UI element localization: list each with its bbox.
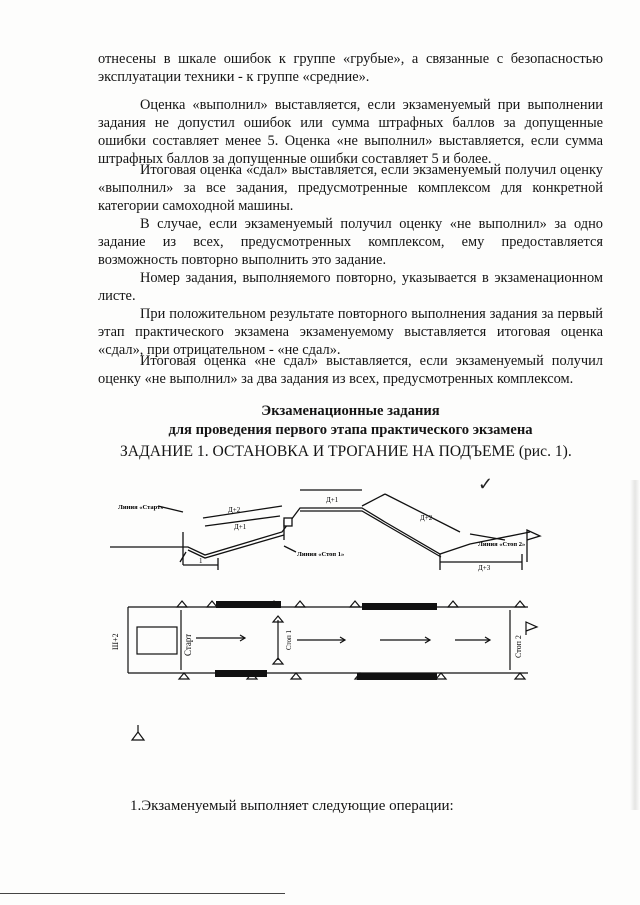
- barrier-top-right: [362, 603, 437, 610]
- paragraph-retry-result: При положительном результате повторного выполнения задания за первый этап практического экзамена экзаменуемому выставляется итоговая оценка «сдал», при отрицательном - «не сдал».: [98, 306, 603, 358]
- label-d-plus-2-left: Д+2: [228, 506, 241, 514]
- label-line-start: Линия «Старт»: [118, 504, 164, 511]
- profile-ground-line: [110, 508, 530, 555]
- label-d-plus-3: Д+3: [478, 564, 491, 572]
- vehicle-rectangle: [137, 627, 177, 654]
- footnote-rule: [0, 893, 285, 894]
- paragraph-grade-done: Оценка «выполнил» выставляется, если экзаменуемый при выполнении задания не допустил ошибок или сумма штрафных баллов за допущенные ошибки составляет менее 5. Оценка «не выполнил» выставляется, если сумма штрафных баллов за допущенные ошибки составляет 5 и более.: [98, 97, 603, 167]
- barrier-bottom-left: [215, 670, 267, 677]
- section-heading-line2: для проведения первого этапа практического экзамена: [168, 422, 533, 438]
- label-d-plus-2-right: Д+2: [420, 514, 433, 522]
- label-d-plus-1-left: Д+1: [234, 523, 247, 531]
- label-one: 1: [199, 557, 203, 565]
- label-d-plus-1-top: Д+1: [326, 496, 339, 504]
- scan-edge-shadow: [630, 480, 640, 810]
- section-heading-line1: Экзаменационные задания: [261, 403, 440, 419]
- paragraph-retry: В случае, если экзаменуемый получил оценку «не выполнил» за одно задание из всех, предусмотренных комплексом, ему предоставляется возможность повторно выполнить это задание.: [98, 216, 603, 268]
- figure-hill-start-diagram: [0, 470, 640, 770]
- label-line-stop1: Линия «Стоп 1»: [297, 551, 345, 558]
- label-stop1: Стоп 1: [285, 629, 293, 650]
- handwritten-check-mark: ✓: [478, 474, 494, 494]
- barrier-bottom-right: [357, 673, 437, 680]
- paragraph-retry-number: Номер задания, выполняемого повторно, указывается в экзаменационном листе.: [98, 270, 603, 304]
- label-stop2: Стоп 2: [514, 635, 523, 658]
- operations-intro-line: 1.Экзаменуемый выполняет следующие операции:: [130, 798, 454, 814]
- paragraph-errors-groups: отнесены в шкале ошибок к группе «грубые», а связанные с безопасностью эксплуатации техники - к группе «средние».: [98, 51, 603, 85]
- paragraph-final-passed: Итоговая оценка «сдал» выставляется, если экзаменуемый получил оценку «выполнил» за все задания, предусмотренные комплексом для конкретной категории самоходной машины.: [98, 162, 603, 214]
- profile-ground-line-lower: [188, 535, 284, 558]
- label-line-stop2: Линия «Стоп 2»: [478, 541, 526, 548]
- label-width: Ш+2: [111, 633, 120, 650]
- stop2-flag: [527, 530, 540, 562]
- task-title: ЗАДАНИЕ 1. ОСТАНОВКА И ТРОГАНИЕ НА ПОДЪЕМЕ (рис. 1).: [120, 443, 572, 460]
- barrier-top-left: [216, 601, 281, 608]
- paragraph-final-failed: Итоговая оценка «не сдал» выставляется, если экзаменуемый получил оценку «не выполнил» за два задания из всех, предусмотренных комплексом.: [98, 353, 603, 387]
- label-start: Старт: [183, 633, 193, 656]
- legend-triangle: [132, 732, 144, 740]
